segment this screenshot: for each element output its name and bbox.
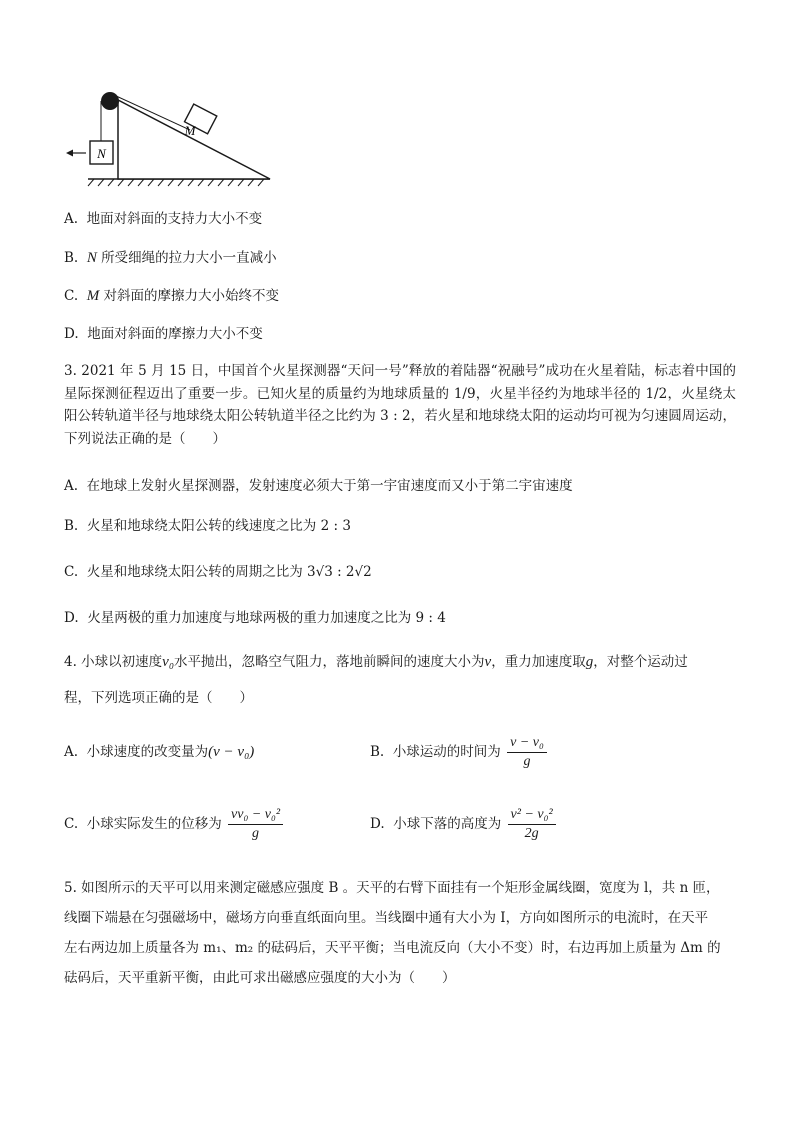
fraction-b: $\frac{\text{v − v₀}}{g}$ (507, 734, 547, 771)
q2-option-c: C. M 对斜面的摩擦力大小始终不变 (64, 288, 280, 304)
ground-hatching (88, 179, 264, 186)
q2-option-a: A. 地面对斜面的支持力大小不变 (64, 211, 263, 227)
q4-option-c: C. 小球实际发生的位移为 $\frac{\text{vv₀ − v₀²}}{g}$ (64, 806, 283, 843)
expr-a: (v − v₀) (208, 744, 255, 760)
q4-option-d: D. 小球下落的高度为 $\frac{\text{v² − v₀²}}{2g}$ (370, 806, 556, 843)
q3-option-c: C. 火星和地球绕太阳公转的周期之比为 3√3 : 2√2 (64, 564, 372, 580)
q3-option-d: D. 火星两极的重力加速度与地球两极的重力加速度之比为 9 : 4 (64, 610, 446, 626)
var-v: v (484, 654, 492, 670)
q2-option-d: D. 地面对斜面的摩擦力大小不变 (64, 326, 263, 342)
var-N: N (86, 250, 97, 266)
incline-pulley-figure (62, 86, 282, 188)
q3-option-b: B. 火星和地球绕太阳公转的线速度之比为 2 : 3 (64, 518, 351, 534)
block-N-label: N (97, 146, 106, 161)
q5-line-2: 线圈下端悬在匀强磁场中，磁场方向垂直纸面向里。当线圈中通有大小为 I，方向如图所示的电流时，在天平 (64, 910, 709, 926)
q5-line-1: 5. 如图所示的天平可以用来测定磁感应强度 B 。天平的右臂下面挂有一个矩形金属线圈，宽度为 l，共 n 匝， (64, 880, 720, 896)
fraction-d: $\frac{\text{v² − v₀²}}{2g}$ (508, 806, 556, 843)
fraction-c: $\frac{\text{vv₀ − v₀²}}{g}$ (228, 806, 283, 843)
force-arrowhead (66, 150, 73, 157)
q4-stem-line2: 程，下列选项正确的是（ ） (64, 690, 253, 706)
q2-option-b: B. N 所受细绳的拉力大小一直减小 (64, 250, 277, 266)
q4-stem: 4. 小球以初速度v₀水平抛出，忽略空气阻力，落地前瞬间的速度大小为v，重力加速度取g，对整个运动过 (64, 654, 688, 670)
block-M-label: M (184, 123, 196, 138)
q5-line-3: 左右两边加上质量各为 m₁、m₂ 的砝码后，天平平衡；当电流反向（大小不变）时，右边再加上质量为 Δm 的 (64, 940, 721, 956)
q3-stem: 3. 2021 年 5 月 15 日，中国首个火星探测器“天问一号”释放的着陆器“祝融号”成功在火星着陆，标志着中国的星际探测征程迈出了重要一步。已知火星的质量约为地球质量的 1/9，火星半径约为地球半径的 1/2，火星绕太阳公转轨道半径与地球绕太阳公转轨道半径之比约为 3 : 2，若火星和地球绕太阳的运动均可视为匀速圆周运动，下列说法正确的是（ ） (64, 363, 736, 447)
var-v0: v₀ (162, 654, 175, 670)
q3-option-a: A. 在地球上发射火星探测器，发射速度必须大于第一宇宙速度而又小于第二宇宙速度 (64, 478, 573, 494)
var-M: M (86, 288, 100, 304)
var-g: g (585, 654, 594, 670)
q4-option-a: A. 小球速度的改变量为(v − v₀) (64, 744, 255, 760)
q5-line-4: 砝码后，天平重新平衡，由此可求出磁感应强度的大小为（ ） (64, 970, 456, 986)
pulley (101, 92, 119, 110)
q4-option-b: B. 小球运动的时间为 $\frac{\text{v − v₀}}{g}$ (370, 734, 547, 771)
